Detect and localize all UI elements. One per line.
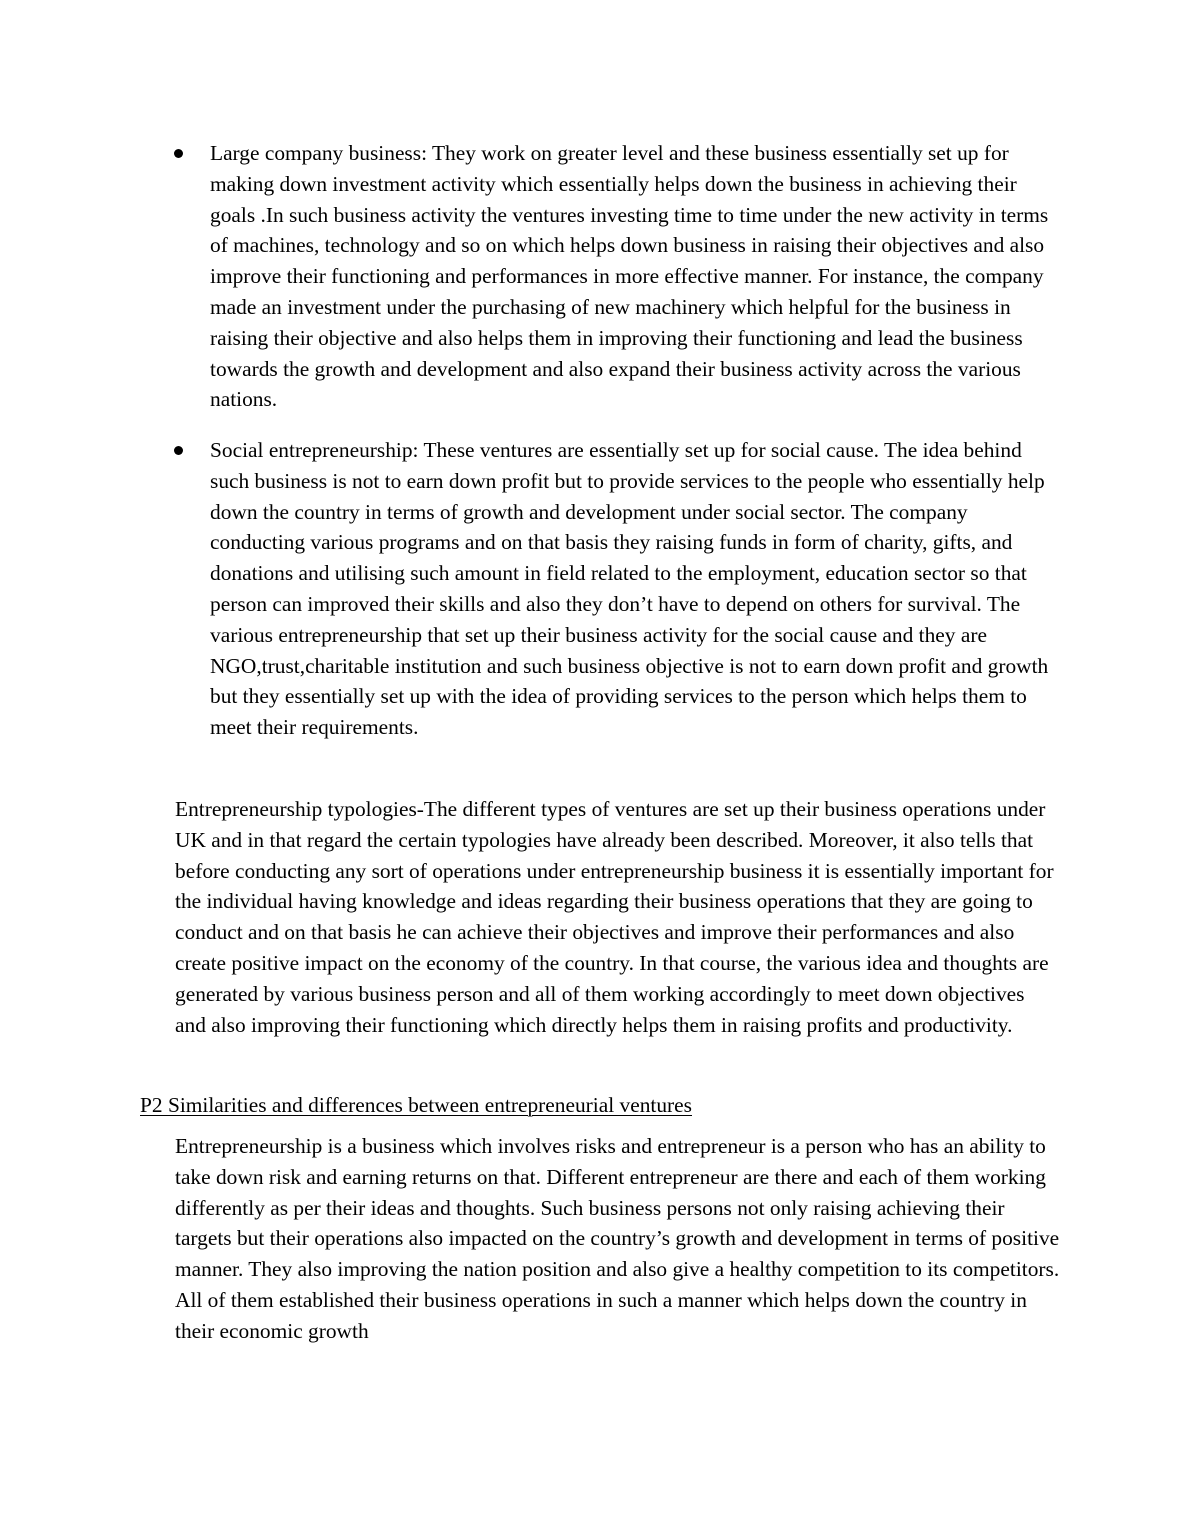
bullet-point-icon [174, 446, 183, 455]
bullet-item-large-company [0, 138, 1190, 415]
bullet-text: Large company business: They work on greater level and these business essentially set up for making down investment activity which essentially helps down the business in achieving their goals .In such business activity the ventures investing time to time under the new activity in terms of machines, technology and so on which helps down business in raising their objectives and also improve their functioning and performances in more effective manner. For instance, the company made an investment under the purchasing of new machinery which helpful for the business in raising their objective and also helps them in improving their functioning and lead the business towards the growth and development and also expand their business activity across the various nations. [210, 141, 1049, 412]
section-heading: P2 Similarities and differences between entrepreneurial ventures [140, 1093, 692, 1117]
bullet-list [0, 138, 1190, 763]
bullet-text: Social entrepreneurship: These ventures are essentially set up for social cause. The idea behind such business is not to earn down profit but to provide services to the people who essentially help down the country in terms of growth and development under social sector. The company conducting various programs and on that basis they raising funds in form of charity, gifts, and donations and utilising such amount in field related to the employment, education sector so that person can improved their skills and also they don’t have to depend on others for survival. The various entrepreneurship that set up their business activity for the social cause and they are NGO,trust,charitable institution and such business objective is not to earn down profit and growth but they essentially set up with the idea of providing services to the person which helps them to meet their requirements. [210, 437, 1049, 740]
p2-paragraph: Entrepreneurship is a business which involves risks and entrepreneur is a person who has an ability to take down risk and earning returns on that. Different entrepreneur are there and each of them working differently as per their ideas and thoughts. Such business persons not only raising achieving their targets but their operations also impacted on the country’s growth and development in terms of positive manner. They also improving the nation position and also give a healthy competition to its competitors. All of them established their business operations in such a manner which helps down the country in their economic growth [175, 1134, 1060, 1343]
typologies-paragraph: Entrepreneurship typologies-The different types of ventures are set up their business operations under UK and in that regard the certain typologies have already been described. Moreover, it also tells that before conducting any sort of operations under entrepreneurship business it is essentially important for the individual having knowledge and ideas regarding their business operations that they are going to conduct and on that basis he can achieve their objectives and improve their performances and also create positive impact on the economy of the country. In that course, the various idea and thoughts are generated by various business person and all of them working accordingly to meet down objectives and also improving their functioning which directly helps them in raising profits and productivity. [175, 797, 1054, 1037]
bullet-point-icon [174, 149, 183, 158]
bullet-item-social-entrepreneurship [0, 435, 1190, 743]
